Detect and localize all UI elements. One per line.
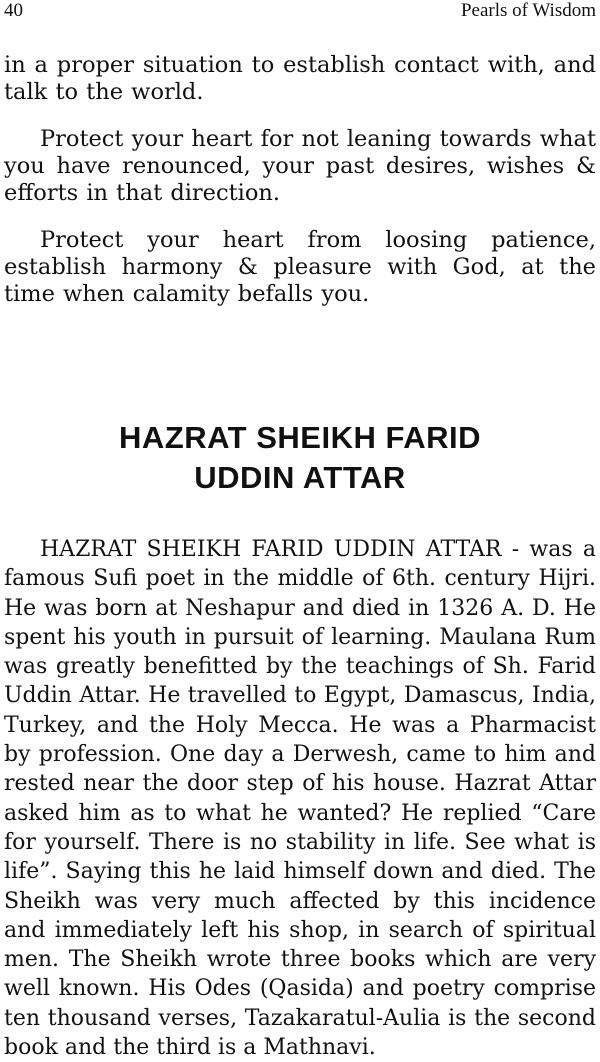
paragraph-protect-renounced: Protect your heart for not leaning towards what you have renounced, your past desires, wishes & efforts in that direction. [4, 126, 596, 206]
section-heading-line1: HAZRAT SHEIKH FARID [119, 420, 481, 455]
page-number: 40 [4, 0, 23, 21]
section-heading [0, 418, 600, 498]
biography-paragraph: HAZRAT SHEIKH FARID UDDIN ATTAR - was a famous Sufi poet in the middle of 6th. century Hijri. He was born at Neshapur and died in 1326 A. D. He spent his youth in pursuit of learning. Maulana Rum was greatly benefitted by the teachings of Sh. Farid Uddin Attar. He travelled to Egypt, Damascus, India, Turkey, and the Holy Mecca. He was a Pharmacist by profession. One day a Derwesh, came to him and rested near the door step of his house. Hazrat Attar asked him as to what he wanted? He replied “Care for yourself. There is no stability in life. See what is life”. Saying this he laid himself down and died. The Sheikh was very much affected by this incidence and immediately left his shop, in search of spiritual men. The Sheikh wrote three books which are very well known. His Odes (Qasida) and poetry comprise ten thousand verses, Tazakaratul-Aulia is the second book and the third is a Mathnavi. [4, 537, 596, 1061]
section-heading-line2: UDDIN ATTAR [194, 460, 406, 495]
page-header [4, 0, 596, 22]
paragraph-protect-patience: Protect your heart from loosing patience, establish harmony & pleasure with God, at the time when calamity befalls you. [4, 227, 596, 307]
paragraph-continued: in a proper situation to establish contact with, and talk to the world. [4, 52, 596, 105]
running-title: Pearls of Wisdom [460, 0, 596, 21]
